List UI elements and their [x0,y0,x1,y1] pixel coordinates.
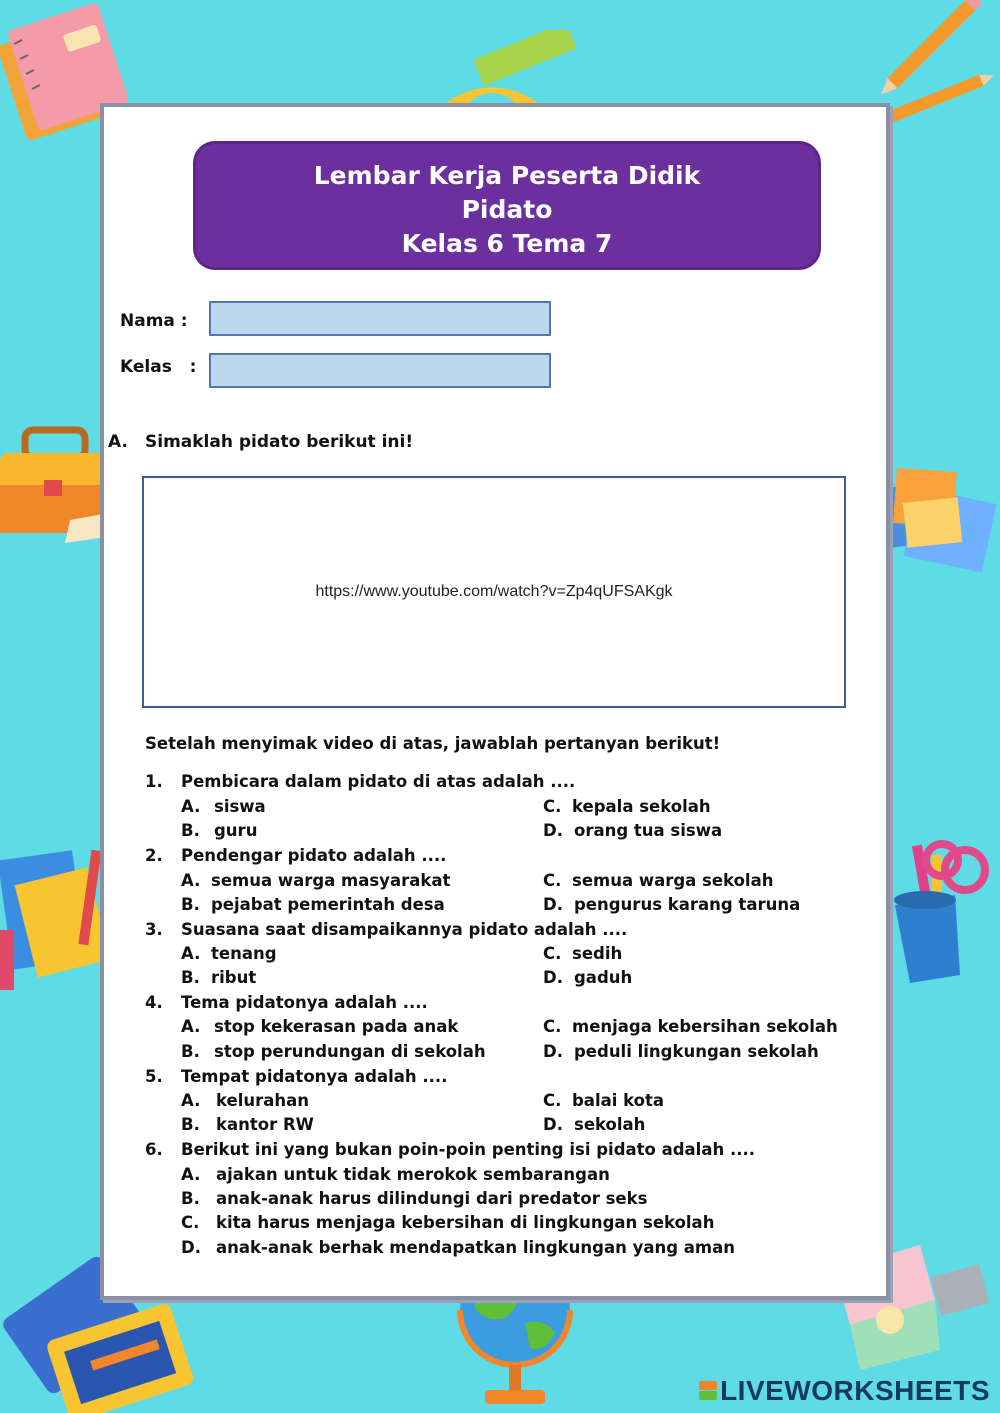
option-letter: A. [181,944,201,963]
option-text: menjaga kebersihan sekolah [572,1017,838,1036]
option-1a[interactable] [181,797,266,816]
option-text: balai kota [572,1091,665,1110]
option-letter: A. [181,1091,201,1110]
option-letter: B. [181,1189,200,1208]
option-text: anak-anak berhak mendapatkan lingkungan yang aman [216,1238,735,1257]
option-letter: B. [181,1042,200,1061]
option-2a[interactable] [181,871,450,890]
question-1 [145,772,575,791]
question-text: Tema pidatonya adalah .... [181,993,428,1012]
video-embed[interactable] [142,476,846,708]
option-6d[interactable] [181,1238,735,1257]
option-text: orang tua siswa [574,821,723,840]
question-2 [145,846,446,865]
option-text: tenang [211,944,277,963]
option-1d[interactable] [543,821,722,840]
question-number: 6. [145,1140,163,1159]
nama-input[interactable] [209,301,551,336]
title-line-2: Pidato [461,195,553,224]
option-text: guru [214,821,258,840]
video-link[interactable]: https://www.youtube.com/watch?v=Zp4qUFSAKgk [315,583,673,600]
option-4a[interactable] [181,1017,458,1036]
option-text: siswa [214,797,266,816]
option-text: pengurus karang taruna [574,895,801,914]
question-5 [145,1067,447,1086]
option-text: sedih [572,944,623,963]
option-letter: D. [543,1042,563,1061]
option-letter: C. [543,871,562,890]
question-text: Tempat pidatonya adalah .... [181,1067,448,1086]
option-letter: D. [181,1238,201,1257]
option-6b[interactable] [181,1189,647,1208]
option-3a[interactable] [181,944,277,963]
option-text: kita harus menjaga kebersihan di lingkungan sekolah [216,1213,715,1232]
question-text: Pendengar pidato adalah .... [181,846,447,865]
option-4c[interactable] [543,1017,838,1036]
option-letter: D. [543,895,563,914]
option-letter: A. [181,1017,201,1036]
option-5b[interactable] [181,1115,314,1134]
question-number: 3. [145,920,163,939]
section-text: Simaklah pidato berikut ini! [145,432,414,452]
liveworksheets-logo[interactable] [699,1375,990,1407]
question-number: 2. [145,846,163,865]
option-text: stop kekerasan pada anak [214,1017,459,1036]
option-1c[interactable] [543,797,711,816]
option-3c[interactable] [543,944,622,963]
question-text: Pembicara dalam pidato di atas adalah .... [181,772,576,791]
option-text: ribut [211,968,257,987]
question-number: 5. [145,1067,163,1086]
live-badge-icon [699,1381,717,1401]
title-line-3: Kelas 6 Tema 7 [401,229,613,258]
option-letter: B. [181,895,200,914]
nama-label: Nama : [120,311,188,331]
question-text: Suasana saat disampaikannya pidato adalah .... [181,920,628,939]
option-letter: A. [181,797,201,816]
brand-text: LIVEWORKSHEETS [720,1375,990,1406]
question-text: Berikut ini yang bukan poin-poin penting isi pidato adalah .... [181,1140,756,1159]
option-letter: D. [543,968,563,987]
option-letter: C. [543,944,562,963]
option-4d[interactable] [543,1042,819,1061]
option-letter: C. [543,1017,562,1036]
kelas-input[interactable] [209,353,551,388]
option-1b[interactable] [181,821,257,840]
option-2d[interactable] [543,895,800,914]
option-3d[interactable] [543,968,632,987]
option-3b[interactable] [181,968,256,987]
option-letter: C. [181,1213,200,1232]
question-number: 1. [145,772,163,791]
option-letter: D. [543,821,563,840]
option-text: kelurahan [216,1091,310,1110]
option-6c[interactable] [181,1213,714,1232]
question-6 [145,1140,755,1159]
option-text: stop perundungan di sekolah [214,1042,486,1061]
section-letter: A. [108,432,128,452]
question-4 [145,993,428,1012]
option-letter: D. [543,1115,563,1134]
option-text: sekolah [574,1115,646,1134]
section-a-heading [108,432,413,452]
option-6a[interactable] [181,1165,610,1184]
option-5c[interactable] [543,1091,664,1110]
option-text: semua warga sekolah [572,871,774,890]
question-number: 4. [145,993,163,1012]
option-text: peduli lingkungan sekolah [574,1042,819,1061]
pencil-cup-icon [880,835,1000,985]
option-text: ajakan untuk tidak merokok sembarangan [216,1165,610,1184]
option-text: anak-anak harus dilindungi dari predator seks [216,1189,648,1208]
kelas-label: Kelas : [120,357,197,377]
option-text: semua warga masyarakat [211,871,451,890]
option-5d[interactable] [543,1115,645,1134]
option-letter: B. [181,821,200,840]
books-icon [0,840,115,990]
option-letter: B. [181,968,200,987]
title-line-1: Lembar Kerja Peserta Didik [313,161,701,190]
option-letter: A. [181,1165,201,1184]
title-banner [193,141,821,270]
option-letter: B. [181,1115,200,1134]
option-letter: C. [543,797,562,816]
instruction-text: Setelah menyimak video di atas, jawablah pertanyan berikut! [145,734,721,753]
option-text: kepala sekolah [572,797,711,816]
option-text: gaduh [574,968,633,987]
option-2c[interactable] [543,871,773,890]
option-text: pejabat pemerintah desa [211,895,445,914]
option-letter: A. [181,871,201,890]
option-letter: C. [543,1091,562,1110]
option-5a[interactable] [181,1091,309,1110]
question-3 [145,920,627,939]
option-2b[interactable] [181,895,445,914]
option-text: kantor RW [216,1115,314,1134]
option-4b[interactable] [181,1042,486,1061]
